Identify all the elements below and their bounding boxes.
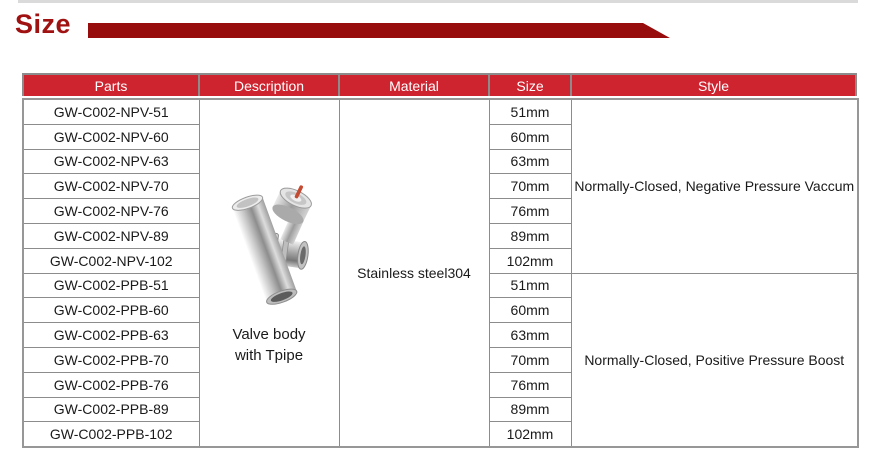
size-cell: 51mm <box>489 99 571 124</box>
material-cell <box>339 99 489 447</box>
size-cell: 60mm <box>489 124 571 149</box>
size-cell: 60mm <box>489 298 571 323</box>
part-number-cell: GW-C002-NPV-60 <box>23 124 199 149</box>
page-title: Size <box>15 9 72 39</box>
size-cell: 70mm <box>489 347 571 372</box>
table-header-row <box>22 73 857 96</box>
header-material: Material <box>338 73 488 96</box>
style-cell-ppb <box>571 273 858 447</box>
part-number-cell: GW-C002-PPB-70 <box>23 347 199 372</box>
valve-photo <box>219 181 319 315</box>
description-caption <box>232 324 305 366</box>
spec-table-body <box>22 98 859 448</box>
part-number-cell: GW-C002-NPV-70 <box>23 174 199 199</box>
part-number-cell: GW-C002-NPV-63 <box>23 149 199 174</box>
title-banner-shape <box>88 23 670 38</box>
description-caption-line1: Valve body <box>232 325 306 343</box>
header-parts: Parts <box>22 73 198 96</box>
size-cell: 102mm <box>489 422 571 447</box>
size-cell: 89mm <box>489 397 571 422</box>
header-description: Description <box>198 73 338 96</box>
size-cell: 89mm <box>489 223 571 248</box>
style-cell-npv <box>571 99 858 273</box>
part-number-cell: GW-C002-PPB-89 <box>23 397 199 422</box>
spec-table <box>22 73 857 448</box>
size-cell: 76mm <box>489 372 571 397</box>
table-row <box>23 99 858 124</box>
header-style: Style <box>570 73 857 96</box>
part-number-cell: GW-C002-PPB-51 <box>23 273 199 298</box>
size-cell: 76mm <box>489 199 571 224</box>
style-value-ppb: Normally-Closed, Positive Pressure Boost <box>584 351 845 368</box>
size-cell: 51mm <box>489 273 571 298</box>
part-number-cell: GW-C002-NPV-51 <box>23 99 199 124</box>
style-value-npv: Normally-Closed, Negative Pressure Vaccum <box>574 178 855 195</box>
part-number-cell: GW-C002-NPV-76 <box>23 199 199 224</box>
size-cell: 63mm <box>489 323 571 348</box>
part-number-cell: GW-C002-NPV-102 <box>23 248 199 273</box>
part-number-cell: GW-C002-PPB-102 <box>23 422 199 447</box>
size-cell: 102mm <box>489 248 571 273</box>
part-number-cell: GW-C002-PPB-76 <box>23 372 199 397</box>
part-number-cell: GW-C002-NPV-89 <box>23 223 199 248</box>
header-size: Size <box>488 73 570 96</box>
material-value: Stainless steel304 <box>357 265 471 282</box>
description-caption-line2: with Tpipe <box>234 346 304 364</box>
part-number-cell: GW-C002-PPB-63 <box>23 323 199 348</box>
part-number-cell: GW-C002-PPB-60 <box>23 298 199 323</box>
size-cell: 63mm <box>489 149 571 174</box>
top-divider-line <box>18 0 858 3</box>
description-cell <box>199 99 339 447</box>
size-cell: 70mm <box>489 174 571 199</box>
